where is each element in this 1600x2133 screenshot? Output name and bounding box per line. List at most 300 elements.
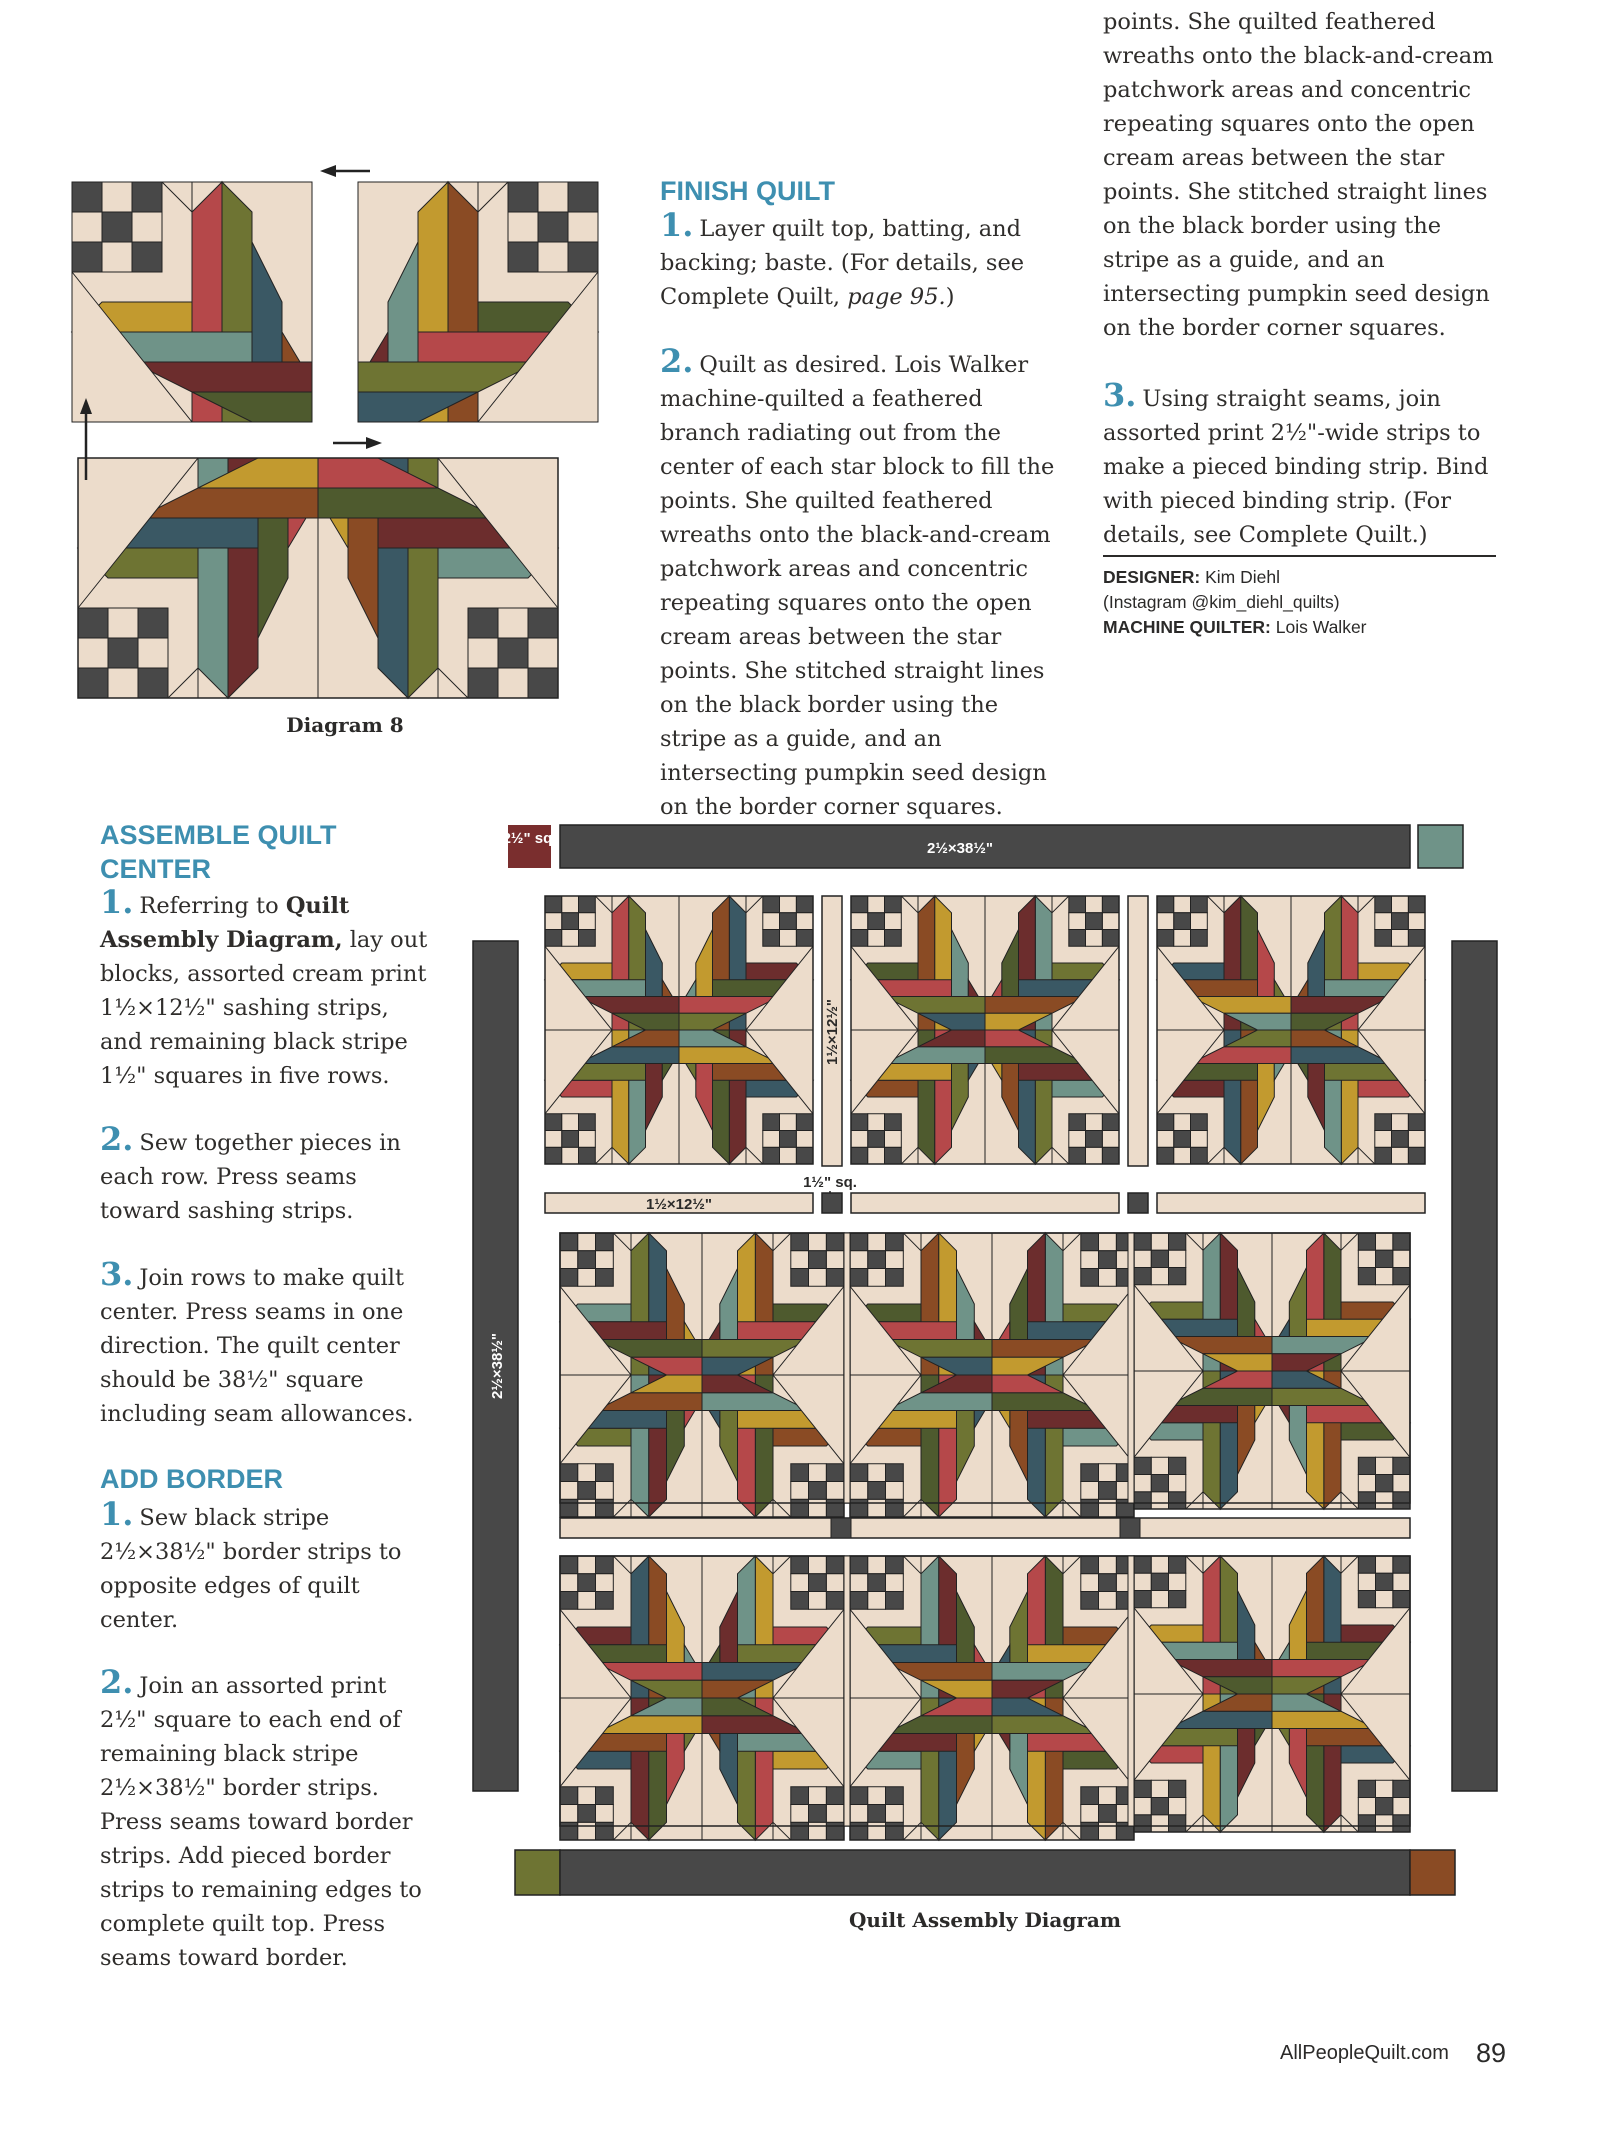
checker-square [568, 182, 598, 212]
checker-square [796, 896, 813, 913]
finish-step-2-continued [1103, 9, 1503, 344]
checker-square [1081, 1787, 1099, 1805]
assembly-caption: Quilt Assembly Diagram [849, 1908, 1121, 1932]
checker-square [1375, 1131, 1392, 1148]
checker-square [1174, 1147, 1191, 1164]
checker-square [1375, 896, 1392, 913]
checker-square [1376, 1492, 1393, 1509]
checker-square [560, 1482, 578, 1500]
checker-square [1169, 1268, 1186, 1285]
checker-square [1151, 1233, 1168, 1250]
checker-square [72, 212, 102, 242]
checker-square [1151, 1798, 1168, 1815]
checker-square [826, 1482, 844, 1500]
joined-sashing [1128, 1556, 1134, 1826]
sashing-row-2 [560, 1518, 1410, 1538]
checker-square [560, 1499, 578, 1517]
checker-square [1102, 913, 1119, 930]
checker-square [1191, 1114, 1208, 1131]
checker-square [1086, 930, 1103, 947]
checker-square [578, 1464, 596, 1482]
checker-square [791, 1822, 809, 1840]
checker-square [1102, 1147, 1119, 1164]
top-border-corner-square [1418, 825, 1463, 868]
joined-sashing [844, 1556, 850, 1826]
checker-square [1099, 1269, 1117, 1287]
checker-square [796, 1147, 813, 1164]
checker-square [1376, 1475, 1393, 1492]
checker-square [809, 1499, 827, 1517]
finish-quilt-heading: FINISH QUILT [660, 176, 835, 206]
checker-square [1169, 1591, 1186, 1608]
checker-square [886, 1574, 904, 1592]
checker-square [1151, 1492, 1168, 1509]
checker-square [850, 1233, 868, 1251]
joined-sashing [844, 1233, 850, 1503]
checker-square [1081, 1482, 1099, 1500]
checker-square [809, 1574, 827, 1592]
checker-square [1358, 1250, 1375, 1267]
checker-square [1169, 1815, 1186, 1832]
checker-square [1099, 1787, 1117, 1805]
sashing-row-1 [545, 1174, 1425, 1213]
checker-square [1376, 1815, 1393, 1832]
black-stripe-square [1128, 1193, 1148, 1213]
step-text: Referring to [139, 893, 286, 919]
checker-square [1393, 1475, 1410, 1492]
checker-square [596, 1269, 614, 1287]
checker-square [1134, 1780, 1151, 1797]
checker-square [560, 1592, 578, 1610]
bottom-border-strip [560, 1850, 1410, 1895]
star-blocks [545, 896, 1425, 1840]
top-border-label: 2½×38½" [927, 840, 993, 857]
checker-square [886, 1269, 904, 1287]
checker-square [868, 1822, 886, 1840]
checker-square [1151, 1556, 1168, 1573]
checker-square [578, 1482, 596, 1500]
checker-square [562, 1131, 579, 1148]
finish-step-2 [660, 342, 1055, 820]
checker-square [886, 1822, 904, 1840]
black-stripe-square [822, 1193, 842, 1213]
checker-square [1069, 1147, 1086, 1164]
checker-square [791, 1556, 809, 1574]
assemble-step-2 [100, 1122, 430, 1228]
quilter-line: MACHINE QUILTER: Lois Walker [1103, 617, 1367, 637]
checker-square [560, 1251, 578, 1269]
checker-square [1134, 1556, 1151, 1573]
checker-square [1081, 1574, 1099, 1592]
checker-square [560, 1556, 578, 1574]
checker-square [1102, 930, 1119, 947]
checker-square [468, 608, 498, 638]
checker-square [868, 1269, 886, 1287]
checker-square [1151, 1475, 1168, 1492]
checker-square [1169, 1233, 1186, 1250]
checker-square [1169, 1798, 1186, 1815]
checker-square [132, 242, 162, 272]
checker-square [850, 1251, 868, 1269]
checker-square [1392, 913, 1409, 930]
checker-square [1081, 1592, 1099, 1610]
checker-square [78, 608, 108, 638]
checker-square [1099, 1805, 1117, 1823]
checker-square [538, 182, 568, 212]
checker-square [102, 212, 132, 242]
checker-square [791, 1499, 809, 1517]
checker-square [868, 1464, 886, 1482]
checker-square [1376, 1457, 1393, 1474]
checker-square [885, 896, 902, 913]
star-block [1134, 1233, 1410, 1509]
horizontal-sashing-label: 1½×12½" [646, 1196, 712, 1213]
checker-square [468, 668, 498, 698]
checker-square [851, 913, 868, 930]
checker-square [885, 1114, 902, 1131]
checker-square [1408, 913, 1425, 930]
checker-square [763, 913, 780, 930]
checker-square [1169, 1573, 1186, 1590]
checker-square [868, 1114, 885, 1131]
checker-square [1191, 1131, 1208, 1148]
checker-square [545, 913, 562, 930]
credits-block [1103, 565, 1503, 640]
checker-square [1151, 1780, 1168, 1797]
checker-square [1375, 913, 1392, 930]
checker-square [545, 1114, 562, 1131]
checker-square [1408, 1114, 1425, 1131]
checker-square [1081, 1269, 1099, 1287]
diagram-8-quadrant-left [72, 182, 312, 422]
checker-square [886, 1464, 904, 1482]
checker-square [132, 182, 162, 212]
checker-square [108, 638, 138, 668]
checker-square [596, 1574, 614, 1592]
checker-square [809, 1269, 827, 1287]
checker-square [886, 1499, 904, 1517]
checker-square [568, 212, 598, 242]
checker-square [562, 1147, 579, 1164]
checker-square [560, 1464, 578, 1482]
checker-square [1099, 1822, 1117, 1840]
checker-square [596, 1805, 614, 1823]
checker-square [809, 1805, 827, 1823]
checker-square [826, 1787, 844, 1805]
checker-square [1358, 1475, 1375, 1492]
checker-square [809, 1822, 827, 1840]
step-text: Join an assorted print 2½" square to each end of remaining black stripe 2½×38½" border strips. Press seams toward border strips. Add pieced border strips to remaining edges to complete quilt top. Press seams toward border. [100, 1673, 422, 1971]
checker-square [560, 1805, 578, 1823]
checker-square [826, 1556, 844, 1574]
checker-square [578, 1805, 596, 1823]
checker-square [468, 638, 498, 668]
checker-square [1169, 1492, 1186, 1509]
checker-square [1358, 1798, 1375, 1815]
checker-square [1376, 1573, 1393, 1590]
step-number: 1. [100, 1495, 134, 1533]
checker-square [1393, 1573, 1410, 1590]
checker-square [791, 1482, 809, 1500]
assemble-heading: ASSEMBLE QUILT CENTER [100, 820, 337, 884]
checker-square [1174, 930, 1191, 947]
checker-square [1376, 1268, 1393, 1285]
checker-square [796, 930, 813, 947]
checker-square [780, 930, 797, 947]
checker-square [1191, 1147, 1208, 1164]
checker-square [1392, 930, 1409, 947]
checker-square [1151, 1457, 1168, 1474]
checker-square [850, 1464, 868, 1482]
checker-square [1393, 1233, 1410, 1250]
checker-square [886, 1482, 904, 1500]
checker-square [885, 930, 902, 947]
star-block [1134, 1556, 1410, 1832]
assemble-step-1 [100, 885, 430, 1093]
checker-square [1099, 1556, 1117, 1574]
step-text: Join rows to make quilt center. Press seams in one direction. The quilt center should be 38½" square including seam allowances. [100, 1265, 414, 1427]
checker-square [1358, 1457, 1375, 1474]
checker-square [72, 182, 102, 212]
checker-square [102, 182, 132, 212]
checker-square [1358, 1780, 1375, 1797]
checker-square [826, 1269, 844, 1287]
checker-square [1408, 1131, 1425, 1148]
checker-square [868, 1592, 886, 1610]
checker-square [763, 930, 780, 947]
star-block [850, 1556, 1134, 1840]
step-text: Quilt as desired. Lois Walker machine-quilted a feathered branch radiating out from the center of each star block to fill the points. She quilted feathered wreaths onto the black-and-cream patchwork areas and concentric repeating squares onto the open cream areas between the star points. She stitched straight lines on the black border using the stripe as a guide, and an intersecting pumpkin seed design on the border corner squares. [660, 352, 1055, 820]
checker-square [578, 1269, 596, 1287]
checker-square [1134, 1475, 1151, 1492]
left-border-label: 2½×38½" [489, 1333, 506, 1399]
checker-square [809, 1556, 827, 1574]
checker-square [1408, 896, 1425, 913]
checker-square [1169, 1457, 1186, 1474]
checker-square [1358, 1268, 1375, 1285]
checker-square [1393, 1780, 1410, 1797]
bottom-border-corner-square [515, 1850, 560, 1895]
checker-square [1151, 1573, 1168, 1590]
checker-square [560, 1233, 578, 1251]
checker-square [886, 1251, 904, 1269]
checker-square [1169, 1556, 1186, 1573]
checker-square [560, 1787, 578, 1805]
checker-square [1191, 913, 1208, 930]
checker-square [780, 896, 797, 913]
step-number: 1. [660, 206, 694, 244]
checker-square [578, 1499, 596, 1517]
corner-square-label: 2½" sq. [502, 830, 557, 847]
checker-square [538, 242, 568, 272]
checker-square [1376, 1780, 1393, 1797]
checker-square [826, 1233, 844, 1251]
checker-square [545, 896, 562, 913]
checker-square [132, 212, 162, 242]
checker-square [1408, 1147, 1425, 1164]
black-stripe-square [831, 1518, 851, 1538]
finish-step-3 [1103, 378, 1503, 552]
checker-square [1358, 1556, 1375, 1573]
checker-square [1134, 1573, 1151, 1590]
checker-square [763, 1131, 780, 1148]
checker-square [850, 1499, 868, 1517]
checker-square [1086, 913, 1103, 930]
checker-square [1081, 1233, 1099, 1251]
checker-square [791, 1251, 809, 1269]
checker-square [1376, 1798, 1393, 1815]
checker-square [1102, 896, 1119, 913]
checker-square [1151, 1815, 1168, 1832]
joined-sashing [1128, 1233, 1134, 1503]
checker-square [1393, 1457, 1410, 1474]
bottom-border-corner-square [1410, 1850, 1455, 1895]
checker-square [1375, 1147, 1392, 1164]
checker-square [826, 1464, 844, 1482]
checker-square [868, 1251, 886, 1269]
checker-square [809, 1464, 827, 1482]
checker-square [886, 1787, 904, 1805]
checker-square [763, 896, 780, 913]
star-block [850, 1233, 1134, 1517]
checker-square [138, 638, 168, 668]
checker-square [791, 1805, 809, 1823]
checker-square [886, 1592, 904, 1610]
arrow-left-head-icon [320, 165, 336, 177]
checker-square [578, 1574, 596, 1592]
step-text: page 95. [847, 284, 946, 310]
checker-square [545, 1147, 562, 1164]
checker-square [850, 1805, 868, 1823]
checker-square [1099, 1464, 1117, 1482]
checker-square [826, 1805, 844, 1823]
checker-square [562, 1114, 579, 1131]
checker-square [596, 1556, 614, 1574]
checker-square [850, 1556, 868, 1574]
checker-square [1134, 1798, 1151, 1815]
checker-square [1081, 1464, 1099, 1482]
checker-square [868, 930, 885, 947]
horizontal-sashing-strip [1157, 1193, 1425, 1213]
checker-square [1081, 1556, 1099, 1574]
checker-square [851, 1147, 868, 1164]
checker-square [780, 913, 797, 930]
checker-square [868, 1233, 886, 1251]
checker-square [1134, 1591, 1151, 1608]
checker-square [538, 212, 568, 242]
checker-square [578, 1556, 596, 1574]
checker-square [868, 1499, 886, 1517]
checker-square [108, 608, 138, 638]
joined-sashing-row [560, 1518, 1410, 1538]
checker-square [780, 1131, 797, 1148]
checker-square [578, 1787, 596, 1805]
add-border-step-1 [100, 1497, 405, 1637]
add-border-heading: ADD BORDER [100, 1464, 284, 1494]
checker-square [508, 212, 538, 242]
checker-square [596, 1822, 614, 1840]
checker-square [528, 638, 558, 668]
checker-square [791, 1574, 809, 1592]
checker-square [568, 242, 598, 272]
checker-square [809, 1482, 827, 1500]
checker-square [528, 608, 558, 638]
checker-square [1393, 1815, 1410, 1832]
checker-square [1086, 1147, 1103, 1164]
quilt-assembly-diagram [460, 818, 1520, 1928]
checker-square [1393, 1556, 1410, 1573]
checker-square [886, 1556, 904, 1574]
checker-square [1134, 1815, 1151, 1832]
checker-square [1157, 1131, 1174, 1148]
checker-square [850, 1787, 868, 1805]
step-text: Layer quilt top, batting, and backing; baste. (For details, see Complete Quilt, [660, 216, 1025, 310]
diagram-8-pieces [72, 182, 598, 698]
checker-square [1069, 896, 1086, 913]
checker-square [1408, 930, 1425, 947]
checker-square [78, 668, 108, 698]
checker-square [498, 608, 528, 638]
checker-square [1169, 1250, 1186, 1267]
checker-square [508, 242, 538, 272]
step-text: ) [945, 284, 955, 310]
checker-square [809, 1787, 827, 1805]
checker-square [1393, 1798, 1410, 1815]
checker-square [1191, 896, 1208, 913]
checker-square [545, 1131, 562, 1148]
assemble-step-3 [100, 1257, 430, 1431]
checker-square [1081, 1822, 1099, 1840]
checker-square [1169, 1780, 1186, 1797]
checker-square [868, 1805, 886, 1823]
star-block [560, 1233, 844, 1517]
designer-line: DESIGNER: Kim Diehl [1103, 567, 1280, 587]
checker-square [1102, 1114, 1119, 1131]
checker-square [1099, 1592, 1117, 1610]
credits-rule [1103, 555, 1496, 557]
checker-square [1393, 1250, 1410, 1267]
checker-square [1099, 1482, 1117, 1500]
checker-square [1392, 1114, 1409, 1131]
checker-square [780, 1114, 797, 1131]
checker-square [868, 1574, 886, 1592]
checker-square [1086, 896, 1103, 913]
checker-square [796, 1114, 813, 1131]
checker-square [102, 242, 132, 272]
checker-square [1375, 930, 1392, 947]
checker-square [791, 1233, 809, 1251]
step-number: 3. [1103, 376, 1137, 414]
diagram-8-caption: Diagram 8 [286, 713, 404, 737]
add-border-step-2 [100, 1665, 425, 1975]
checker-square [1157, 1147, 1174, 1164]
checker-square [596, 1251, 614, 1269]
checker-square [1151, 1268, 1168, 1285]
checker-square [1191, 930, 1208, 947]
step-number: 2. [660, 342, 694, 380]
checker-square [826, 1822, 844, 1840]
checker-square [578, 1233, 596, 1251]
checker-square [796, 913, 813, 930]
checker-square [868, 1131, 885, 1148]
checker-square [851, 896, 868, 913]
checker-square [578, 1251, 596, 1269]
checker-square [868, 1482, 886, 1500]
checker-square [850, 1482, 868, 1500]
star-block [1157, 896, 1425, 1164]
checker-square [851, 1131, 868, 1148]
step-text: Using straight seams, join assorted print 2½"-wide strips to make a pieced binding strip. Bind with pieced binding strip. (For details, see Complete Quilt.) [1103, 386, 1489, 548]
